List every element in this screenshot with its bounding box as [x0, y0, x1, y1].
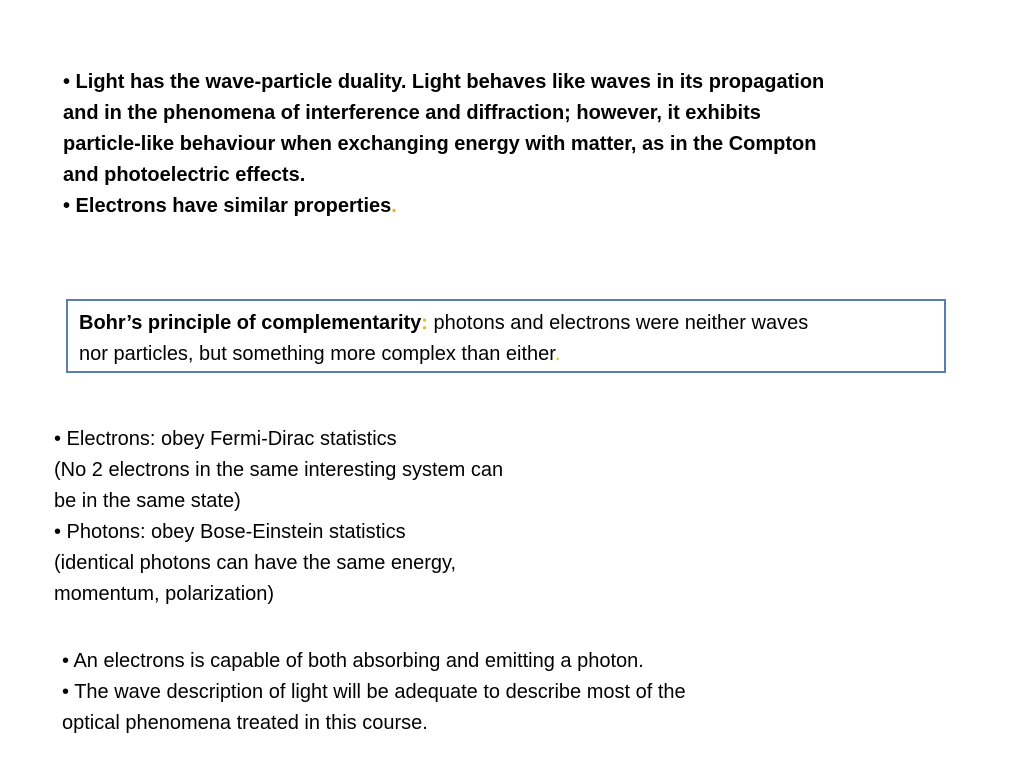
statistics-text-line: (No 2 electrons in the same interesting system can [54, 459, 504, 481]
intro-text-line: and in the phenomena of interference and diffraction; however, it exhibits [63, 102, 761, 124]
intro-text-line: and photoelectric effects. [63, 164, 306, 186]
bohr-term: Bohr’s principle of complementarity [79, 312, 422, 334]
statistics-text-line: • Electrons: obey Fermi-Dirac statistics [54, 428, 397, 450]
bohr-line-1-text: photons and electrons were neither waves [427, 312, 809, 334]
accent-period: . [554, 343, 561, 365]
statistics-text-line: be in the same state) [54, 490, 241, 512]
bohr-line-2-text: nor particles, but something more complex than either [79, 343, 555, 365]
statistics-text-line: (identical photons can have the same energy, [54, 552, 457, 574]
photon-notes-text-line: optical phenomena treated in this course. [62, 712, 428, 734]
electrons-properties-line [63, 191, 943, 222]
statistics-text-line: momentum, polarization) [54, 583, 275, 605]
bohr-principle-box [66, 299, 946, 373]
photon-notes-text-line: • The wave description of light will be adequate to describe most of the [62, 681, 686, 703]
bohr-line-2 [79, 339, 934, 370]
intro-bullets [63, 67, 943, 222]
bohr-line-1 [79, 308, 934, 339]
accent-period: . [391, 195, 397, 217]
statistics-bullets [54, 424, 614, 610]
intro-text-line: particle-like behaviour when exchanging energy with matter, as in the Compton [63, 133, 817, 155]
statistics-text-line: • Photons: obey Bose-Einstein statistics [54, 521, 406, 543]
photon-notes-bullets [62, 646, 862, 739]
bohr-colon: : [421, 312, 428, 334]
electrons-properties-text: • Electrons have similar properties [63, 195, 392, 217]
photon-notes-text-line: • An electrons is capable of both absorbing and emitting a photon. [62, 650, 644, 672]
intro-text-line: • Light has the wave-particle duality. Light behaves like waves in its propagation [63, 71, 825, 93]
